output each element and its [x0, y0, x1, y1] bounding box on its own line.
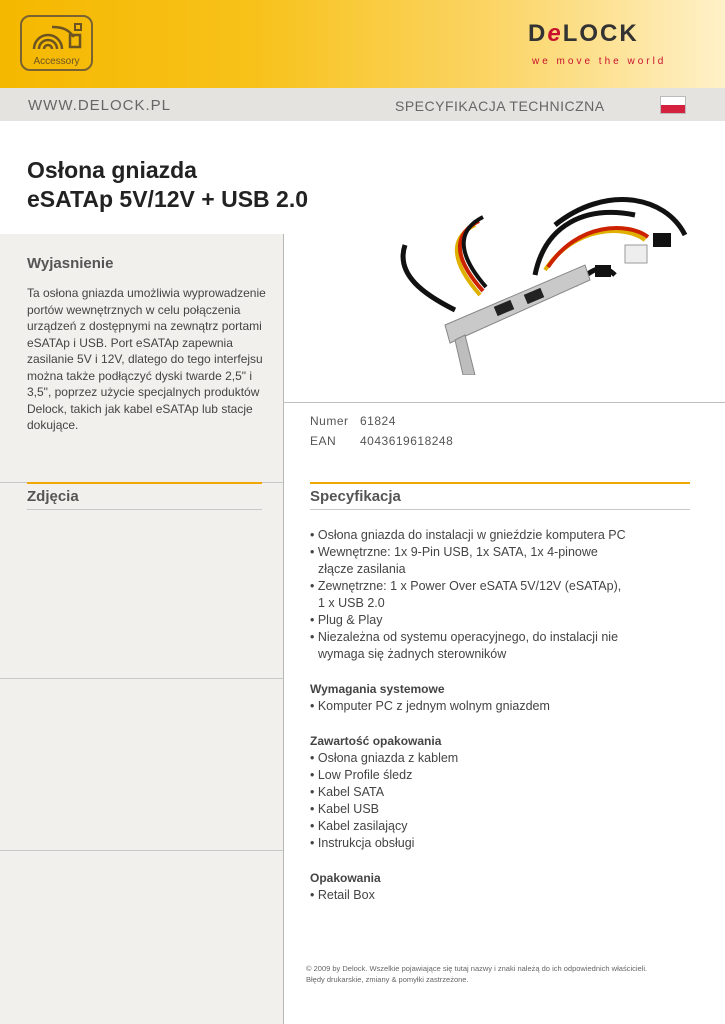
list-item: • Osłona gniazda z kablem: [310, 751, 459, 765]
list-item: • Retail Box: [310, 888, 375, 902]
list-item: • Low Profile śledz: [310, 768, 413, 782]
list-item: • Zewnętrzne: 1 x Power Over eSATA 5V/12V (eSATAp),: [310, 579, 622, 593]
description-heading: Wyjasnienie: [27, 255, 114, 272]
requirements-heading: Wymagania systemowe: [310, 682, 445, 696]
contents-heading: Zawartość opakowania: [310, 734, 442, 748]
spec-rule: [310, 482, 690, 484]
spec-heading: Specyfikacja: [310, 488, 401, 505]
left-separator: [0, 850, 283, 851]
photos-heading: Zdjęcia: [27, 488, 79, 505]
product-number: Numer 61824: [310, 414, 396, 428]
list-item: • Plug & Play: [310, 613, 383, 627]
list-item: • Wewnętrzne: 1x 9-Pin USB, 1x SATA, 1x 4-pinowe: [310, 545, 598, 559]
accessory-badge: [20, 15, 93, 71]
list-item: • Niezależna od systemu operacyjnego, do instalacji nie: [310, 630, 619, 644]
footer-note: © 2009 by Delock. Wszelkie pojawiające się tutaj nazwy i znaki należą do ich odpowiednich właścicieli. Błędy drukarskie, zmiany & pomyłki zastrzeżone.: [306, 964, 648, 984]
packaging-heading: Opakowania: [310, 871, 381, 885]
page-title: Osłona gniazda eSATAp 5V/12V + USB 2.0: [27, 157, 309, 212]
list-item: • Instrukcja obsługi: [310, 836, 415, 850]
product-ean: EAN 4043619618248: [310, 434, 454, 448]
product-photo: [385, 185, 695, 375]
product-divider: [283, 402, 725, 403]
poland-flag-icon: [660, 96, 686, 114]
list-item: 1 x USB 2.0: [318, 596, 385, 610]
logo-wordmark: DeLOCK: [528, 20, 639, 47]
list-item: złącze zasilania: [318, 562, 406, 576]
header-banner: [0, 0, 725, 88]
info-bar: [0, 88, 725, 121]
list-item: • Komputer PC z jednym wolnym gniazdem: [310, 699, 550, 713]
list-item: • Kabel SATA: [310, 785, 385, 799]
description-text: Ta osłona gniazda umożliwia wyprowadzenie portów wewnętrznych w celu połączenia urządzeń z dostępnymi na zewnątrz portami eSATAp i USB. Port eSATAp zapewnia zasilanie 5V i 12V, dlatego do tego interfejsu można także podłączyć dyski twarde 2,5" i 3,5", poprzez użycie specjalnych produktów Delock, takich jak kabel eSATAp lub stacje dokujące.: [27, 286, 266, 432]
list-item: • Osłona gniazda do instalacji w gnieździe komputera PC: [310, 528, 626, 542]
website-link[interactable]: WWW.DELOCK.PL: [28, 97, 172, 114]
photos-rule: [27, 482, 262, 484]
spec-underline: [310, 509, 690, 510]
list-item: • Kabel zasilający: [310, 819, 408, 833]
photos-underline: [27, 509, 262, 510]
spec-list: [310, 527, 710, 904]
delock-logo: [528, 16, 698, 72]
list-item: • Kabel USB: [310, 802, 379, 816]
accessory-label: Accessory: [33, 56, 80, 67]
cable-icon: [22, 19, 91, 59]
column-divider: [283, 234, 284, 1024]
logo-tagline: we move the world: [532, 56, 667, 67]
left-separator: [0, 678, 283, 679]
list-item: wymaga się żadnych sterowników: [318, 647, 507, 661]
section-label: SPECYFIKACJA TECHNICZNA: [395, 98, 605, 114]
